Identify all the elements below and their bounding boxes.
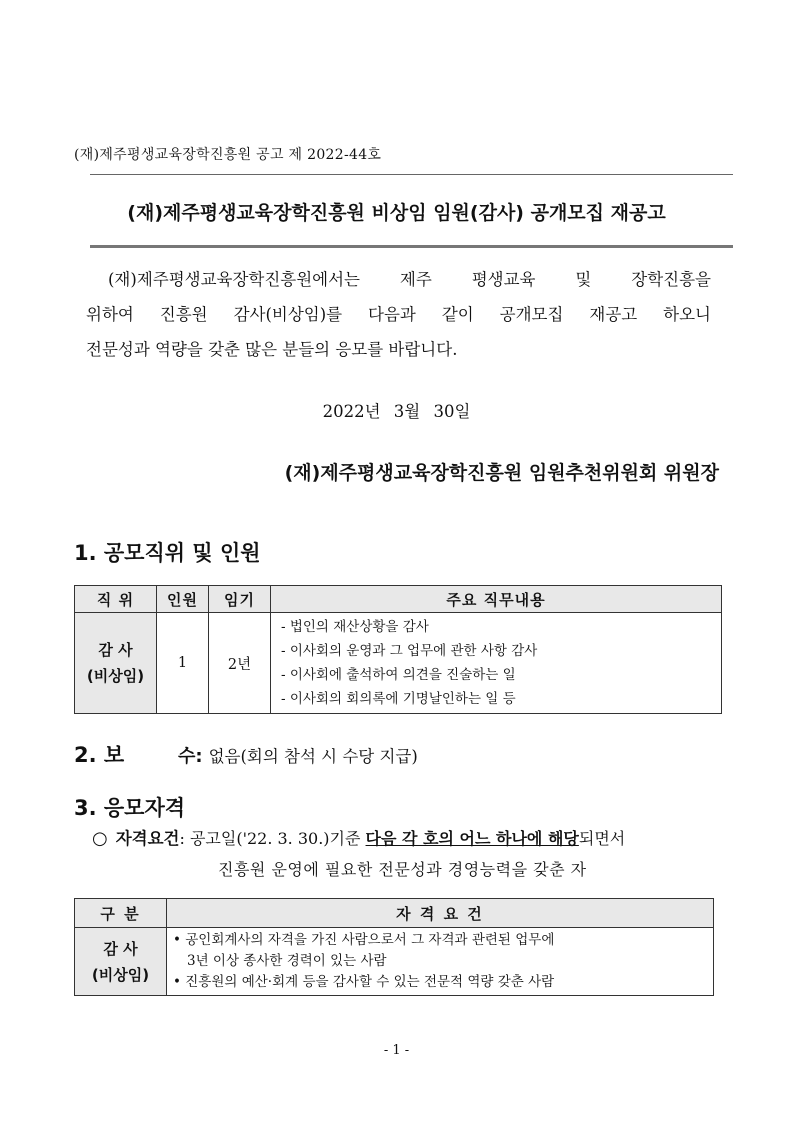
header-requirements: 자 격 요 건 (167, 899, 714, 928)
circle-bullet-icon: ○ (92, 828, 108, 849)
notice-number: (재)제주평생교육장학진흥원 공고 제 2022-44호 (74, 147, 382, 163)
requirement-summary (92, 825, 625, 849)
table-row (75, 613, 722, 714)
requirement-item-continued: 3년 이상 종사한 경력이 있는 사람 (187, 953, 387, 969)
position-label: 감 사 (103, 939, 138, 958)
position-sub-label: (비상임) (86, 667, 145, 685)
position-sub-label: (비상임) (91, 965, 150, 984)
header-term: 임기 (209, 586, 271, 613)
qualification-table (74, 898, 714, 996)
table-header-row (75, 586, 722, 613)
table-header-row (75, 899, 714, 928)
header-duties: 주요 직무내용 (271, 586, 722, 613)
header-position: 직 위 (75, 586, 157, 613)
top-divider (90, 174, 733, 175)
compensation-value: 없음(회의 참석 시 수당 지급) (208, 747, 418, 766)
requirement-highlight: 다음 각 호의 어느 하나에 해당 (365, 829, 579, 848)
duty-item: - 법인의 재산상황을 감사 (281, 619, 429, 635)
section-3-heading: 3. 응모자격 (74, 796, 186, 820)
duty-item: - 이사회의 운영과 그 업무에 관한 사항 감사 (281, 643, 538, 659)
position-cell (75, 613, 157, 714)
table-row (75, 928, 714, 996)
intro-line: 전문성과 역량을 갖춘 많은 분들의 응모를 바랍니다. (86, 340, 458, 359)
committee-name: (재)제주평생교육장학진흥원 임원추천위원회 위원장 (284, 462, 719, 484)
requirement-summary-line2: 진흥원 운영에 필요한 전문성과 경영능력을 갖춘 자 (218, 860, 587, 879)
duties-cell (271, 613, 722, 714)
position-label: 감 사 (98, 641, 133, 659)
requirement-text-post: 되면서 (578, 829, 626, 848)
term-cell: 2년 (209, 613, 271, 714)
position-cell (75, 928, 167, 996)
requirement-item: • 공인회계사의 자격을 가진 사람으로서 그 자격과 관련된 업무에 (173, 932, 555, 948)
title-divider (90, 245, 733, 248)
header-count: 인원 (157, 586, 209, 613)
section-1-heading: 1. 공모직위 및 인원 (74, 541, 261, 565)
committee-signature (0, 458, 793, 485)
compensation-text (178, 742, 418, 768)
duty-item: - 이사회의 회의록에 기명날인하는 일 등 (281, 691, 516, 707)
intro-line: (재)제주평생교육장학진흥원에서는 제주 평생교육 및 장학진흥을 (108, 270, 711, 289)
count-cell: 1 (157, 613, 209, 714)
intro-line: 위하여 진흥원 감사(비상임)를 다음과 같이 공개모집 재공고 하오니 (86, 305, 711, 324)
compensation-label: 수: (178, 746, 203, 767)
requirement-label: 자격요건 (115, 829, 180, 848)
requirement-text-pre: : 공고일('22. 3. 30.)기준 (179, 829, 366, 848)
duty-item: - 이사회에 출석하여 의견을 진술하는 일 (281, 667, 516, 683)
intro-paragraph (86, 262, 711, 367)
page-number: - 1 - (383, 1043, 410, 1058)
document-title: (재)제주평생교육장학진흥원 비상임 임원(감사) 공개모집 재공고 (127, 202, 666, 224)
section-2-heading: 2. 보 (74, 743, 125, 767)
position-table (74, 585, 722, 714)
requirement-item: • 진흥원의 예산·회계 등을 감사할 수 있는 전문적 역량 갖춘 사람 (173, 974, 555, 990)
header-category: 구 분 (75, 899, 167, 928)
notice-date: 2022년 3월 30일 (322, 402, 471, 421)
requirements-cell (167, 928, 714, 996)
